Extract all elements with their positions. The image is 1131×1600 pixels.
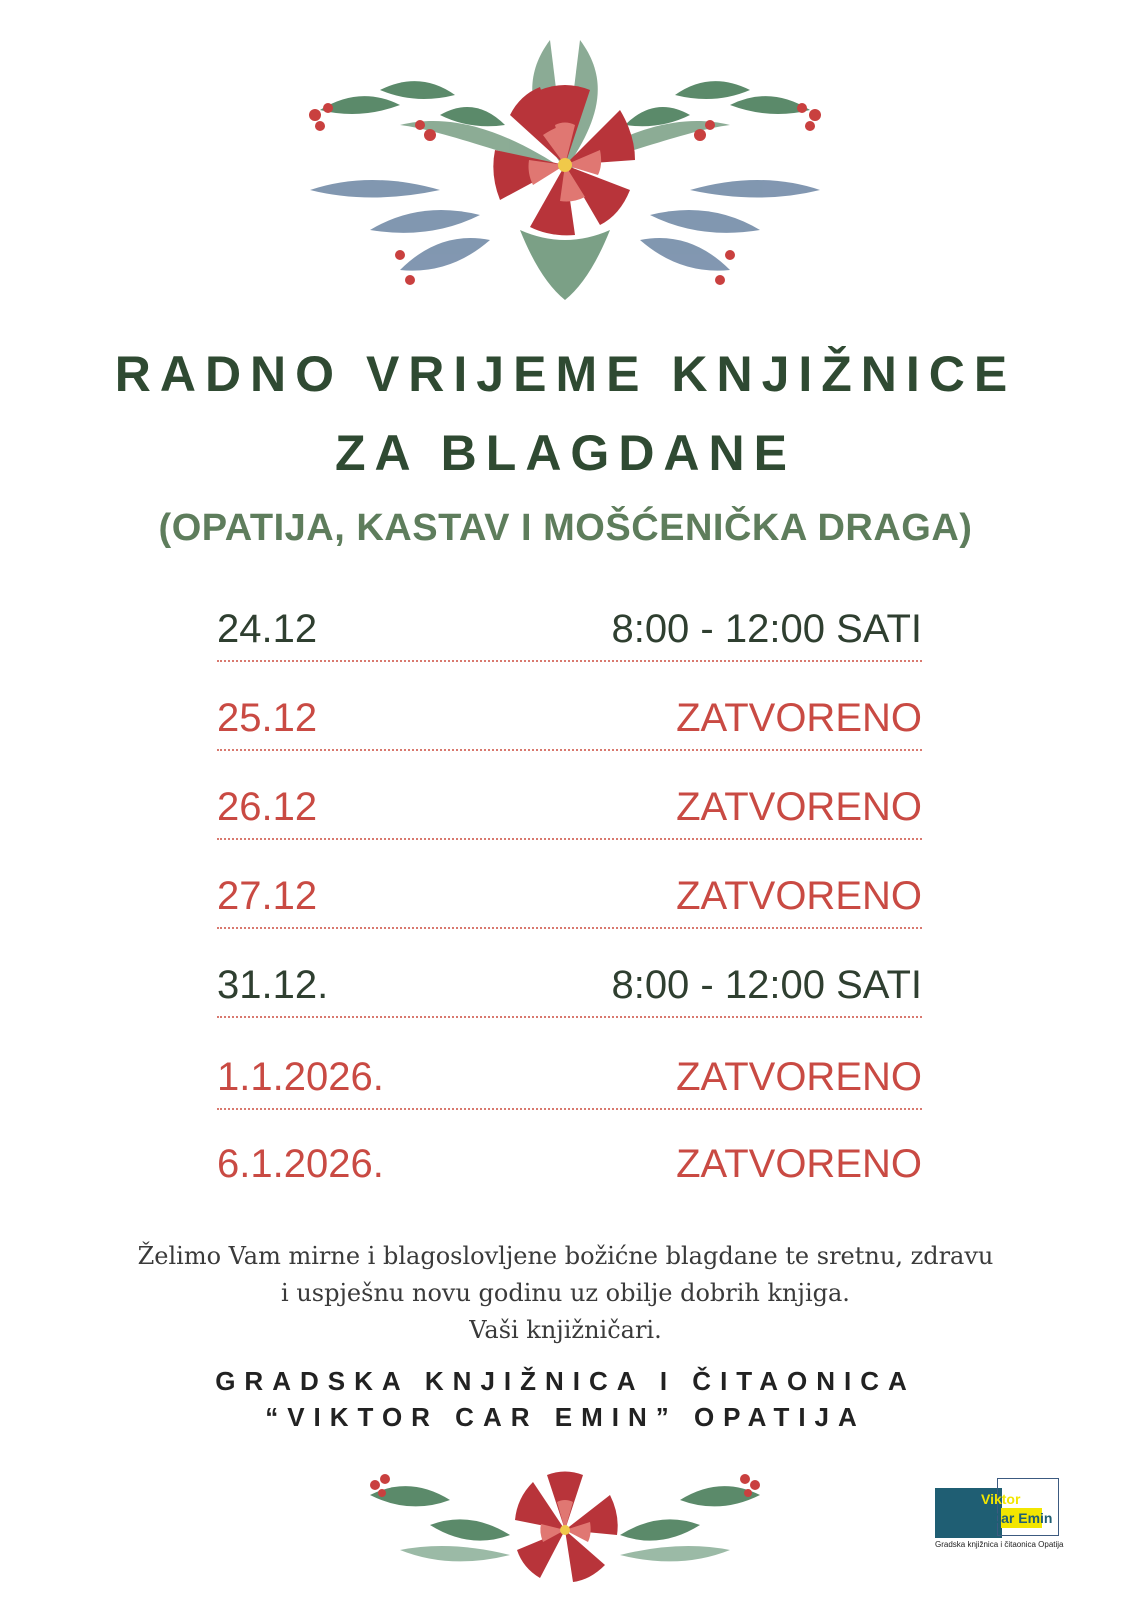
schedule-date: 27.12 (217, 874, 318, 918)
schedule-row (217, 956, 922, 1018)
schedule-hours: ZATVORENO (676, 874, 922, 918)
schedule-row (217, 867, 922, 929)
schedule-date: 6.1.2026. (217, 1142, 384, 1186)
schedule-date: 26.12 (217, 785, 318, 829)
schedule-hours: 8:00 - 12:00 SATI (611, 607, 922, 651)
logo-name-part2: Car Emin (991, 1510, 1053, 1526)
schedule-hours: ZATVORENO (676, 1055, 922, 1099)
greeting-text-line2: i uspješnu novu godinu uz obilje dobrih knjiga. (281, 1279, 850, 1307)
schedule-row (217, 689, 922, 751)
page-subtitle-locations: (OPATIJA, KASTAV I MOŠĆENIČKA DRAGA) (158, 507, 973, 549)
logo-name-part1: Viktor (981, 1491, 1021, 1507)
logo-caption: Gradska knjižnica i čitaonica Opatija (935, 1540, 1064, 1549)
schedule-row (217, 778, 922, 840)
schedule-date: 31.12. (217, 963, 329, 1007)
schedule-row (217, 600, 922, 662)
schedule-hours: ZATVORENO (676, 1142, 922, 1186)
schedule-date: 24.12 (217, 607, 318, 651)
schedule-row (217, 1135, 922, 1195)
schedule-date: 1.1.2026. (217, 1055, 384, 1099)
library-name-line2: “VIKTOR CAR EMIN” OPATIJA (265, 1402, 866, 1432)
logo-outline-frame (997, 1478, 1059, 1536)
page-title-line1: RADNO VRIJEME KNJIŽNICE (114, 346, 1017, 402)
schedule-hours: ZATVORENO (676, 785, 922, 829)
poinsettia-wreath-bottom-image (360, 1455, 770, 1595)
schedule-hours: 8:00 - 12:00 SATI (611, 963, 922, 1007)
greeting-text-line1: Želimo Vam mirne i blagoslovljene božićne blagdane te sretnu, zdravu (137, 1242, 994, 1270)
library-name-line1: GRADSKA KNJIŽNICA I ČITAONICA (215, 1366, 916, 1396)
library-logo (935, 1478, 1070, 1568)
greeting-signature: Vaši knjižničari. (469, 1316, 662, 1344)
poinsettia-wreath-top-image (290, 30, 840, 310)
schedule-hours: ZATVORENO (676, 696, 922, 740)
schedule-date: 25.12 (217, 696, 318, 740)
schedule-row (217, 1048, 922, 1110)
page-title-line2: ZA BLAGDANE (334, 425, 796, 481)
